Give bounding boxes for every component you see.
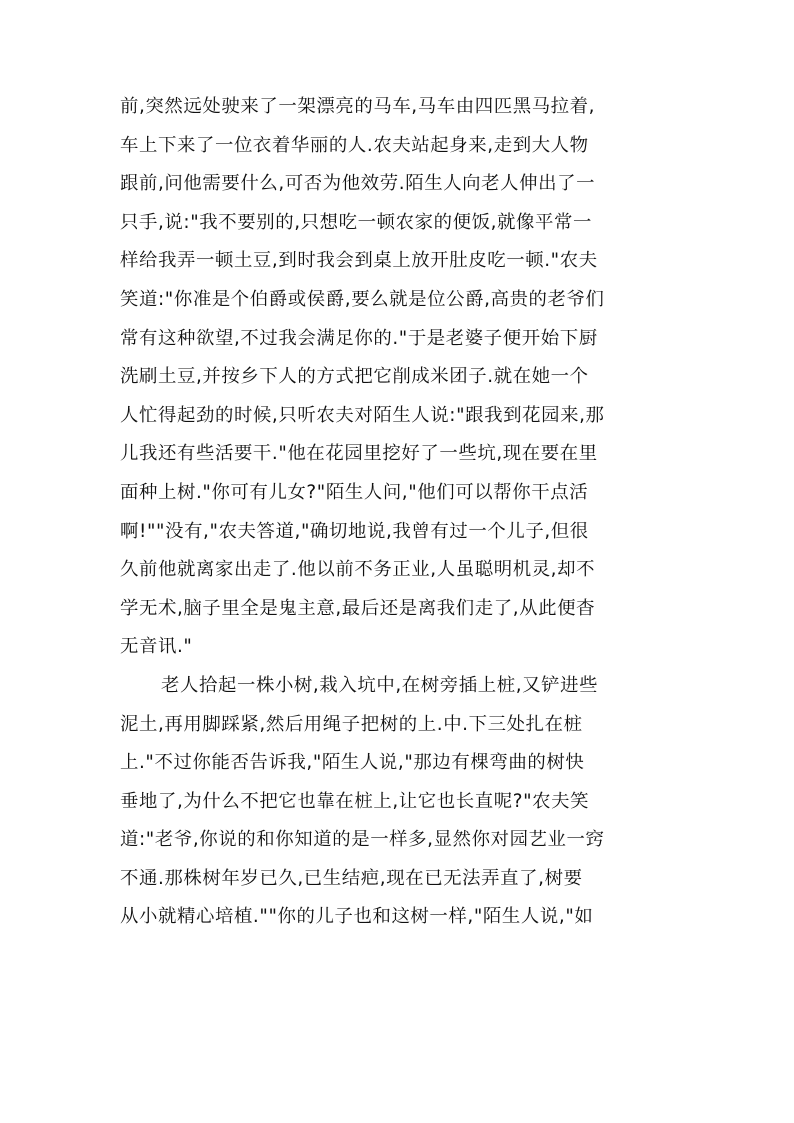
text-line: 儿我还有些活要干."他在花园里挖好了一些坑,现在要在里 bbox=[120, 443, 598, 465]
text-line: 样给我弄一顿土豆,到时我会到桌上放开肚皮吃一顿."农夫 bbox=[120, 250, 598, 272]
text-line: 常有这种欲望,不过我会满足你的."于是老婆子便开始下厨 bbox=[120, 327, 598, 349]
text-line: 学无术,脑子里全是鬼主意,最后还是离我们走了,从此便杳 bbox=[120, 597, 596, 619]
text-line: 车上下来了一位衣着华丽的人.农夫站起身来,走到大人物 bbox=[120, 134, 589, 156]
paragraph-start-line: 老人拾起一株小树,栽入坑中,在树旁插上桩,又铲进些 bbox=[161, 674, 599, 696]
text-line: 不通.那株树年岁已久,已生结疤,现在已无法弄直了,树要 bbox=[120, 867, 583, 889]
text-line: 前,突然远处驶来了一架漂亮的马车,马车由四匹黑马拉着, bbox=[120, 96, 596, 117]
text-line: 只手,说:"我不要别的,只想吃一顿农家的便饭,就像平常一 bbox=[120, 211, 592, 233]
text-line: 久前他就离家出走了.他以前不务正业,人虽聪明机灵,却不 bbox=[120, 559, 596, 581]
text-line: 无音讯." bbox=[120, 636, 193, 658]
text-line: 面种上树."你可有儿女?"陌生人问,"他们可以帮你干点活 bbox=[120, 481, 589, 503]
text-line: 垂地了,为什么不把它也靠在桩上,让它也长直呢?"农夫笑 bbox=[120, 790, 590, 812]
text-line: 从小就精心培植.""你的儿子也和这树一样,"陌生人说,"如 bbox=[120, 906, 594, 928]
body-text bbox=[120, 88, 680, 937]
text-line: 跟前,问他需要什么,可否为他效劳.陌生人向老人伸出了一 bbox=[120, 173, 596, 195]
text-line: 道:"老爷,你说的和你知道的是一样多,显然你对园艺业一窍 bbox=[120, 829, 605, 851]
text-line: 上."不过你能否告诉我,"陌生人说,"那边有棵弯曲的树快 bbox=[120, 752, 585, 774]
text-line: 洗刷土豆,并按乡下人的方式把它削成米团子.就在她一个 bbox=[120, 366, 589, 388]
text-line: 笑道:"你准是个伯爵或侯爵,要么就是位公爵,高贵的老爷们 bbox=[120, 288, 605, 310]
text-line: 啊!""没有,"农夫答道,"确切地说,我曾有过一个儿子,但很 bbox=[120, 520, 589, 542]
text-line: 泥土,再用脚踩紧,然后用绳子把树的上.中.下三处扎在桩 bbox=[120, 713, 583, 735]
text-line: 人忙得起劲的时候,只听农夫对陌生人说:"跟我到花园来,那 bbox=[120, 404, 605, 426]
